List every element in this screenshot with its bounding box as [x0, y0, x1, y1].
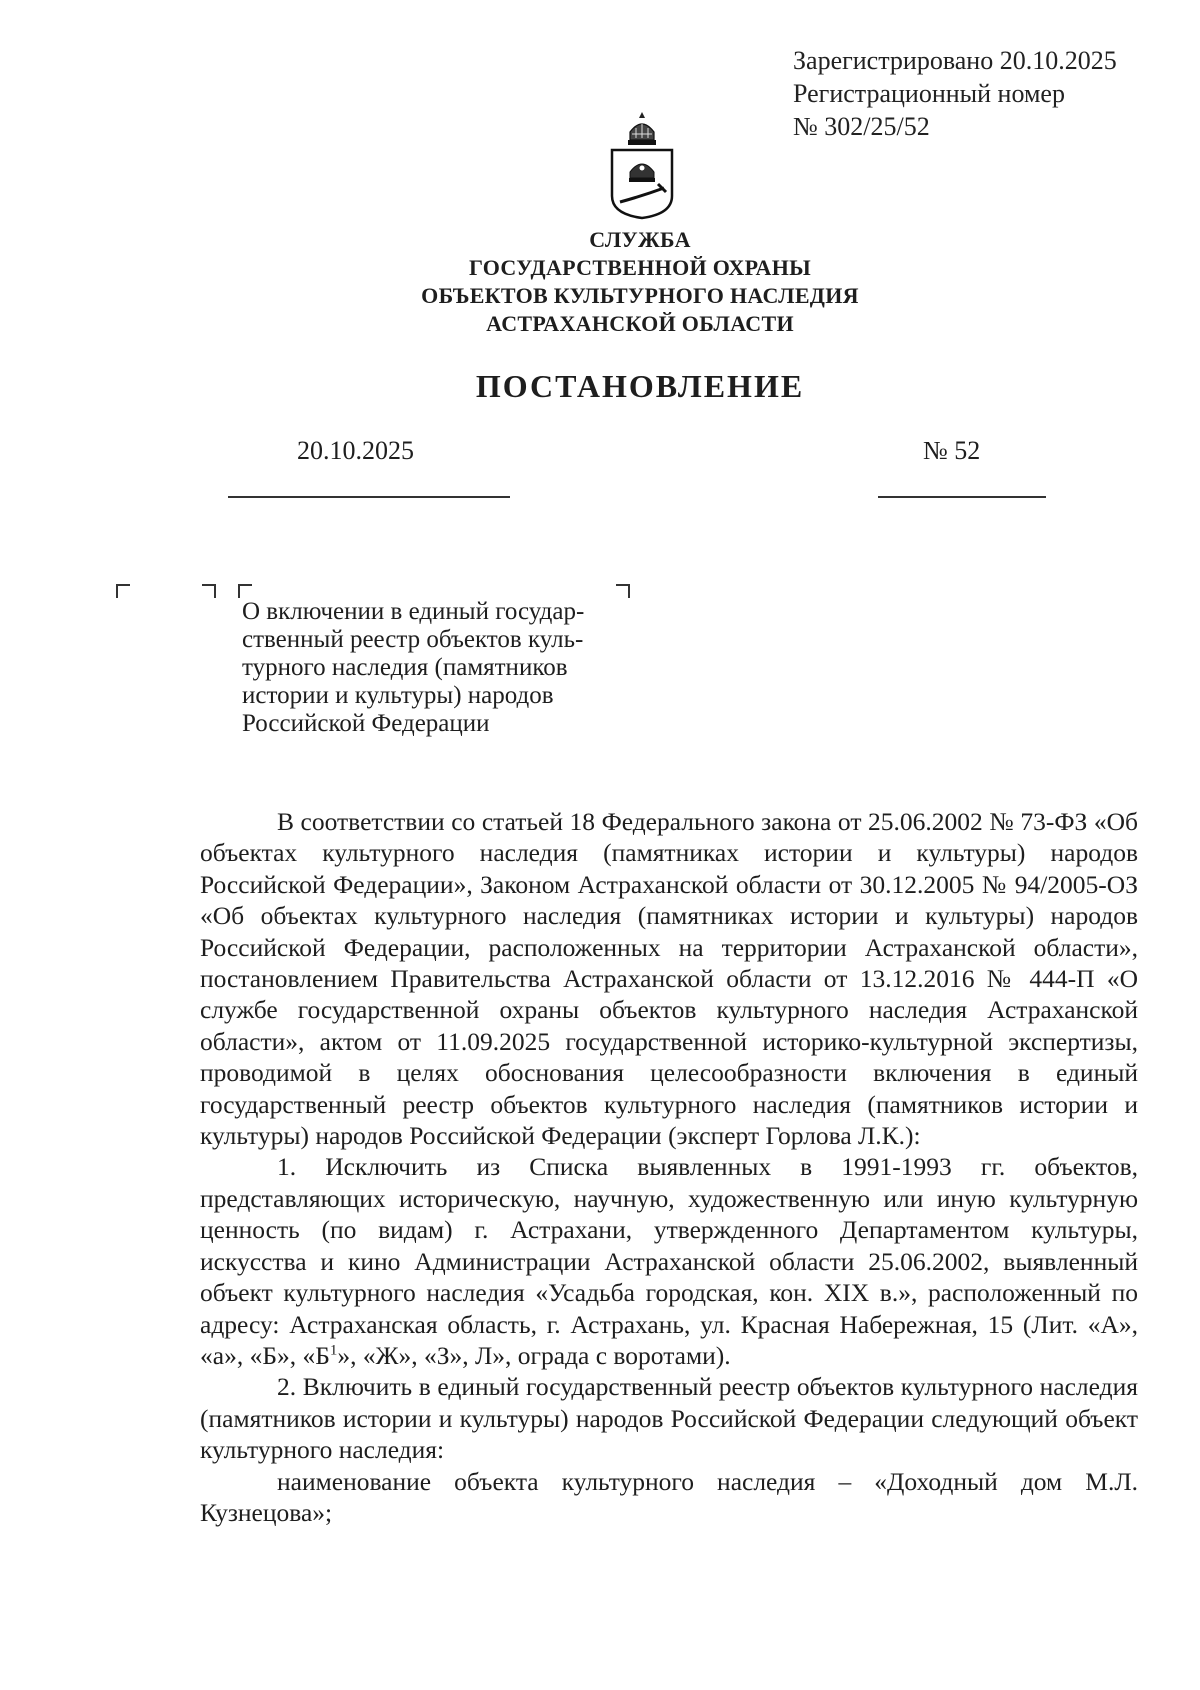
org-line-4: АСТРАХАНСКОЙ ОБЛАСТИ: [486, 311, 794, 336]
item-2-object-name: наименование объекта культурного наследия – «Доходный дом М.Л. Кузнецова»;: [200, 1466, 1138, 1527]
document-body: [200, 806, 1138, 1528]
subject-line-1: О включении в единый государ-: [242, 598, 585, 625]
subject-line-5: Российской Федерации: [242, 710, 490, 737]
item-1-text-end: », «Ж», «З», Л», ограда с воротами).: [337, 1340, 731, 1370]
org-line-1: СЛУЖБА: [589, 227, 691, 252]
corner-mark-left: [116, 584, 130, 598]
document-subject: [242, 598, 662, 738]
item-1-paragraph: [200, 1151, 1138, 1371]
corner-mark-mid-left: [238, 584, 252, 598]
document-date: 20.10.2025: [297, 436, 414, 465]
organization-name: [300, 226, 980, 338]
date-underline: [228, 496, 510, 498]
number-underline: [878, 496, 1046, 498]
document-number: № 52: [923, 436, 981, 465]
preamble-paragraph: В соответствии со статьей 18 Федерального закона от 25.06.2002 № 73-ФЗ «Об объектах культурного наследия (памятниках истории и культуры) народов Российской Федерации», Законом Астраханской области от 30.12.2005 № 94/2005-ОЗ «Об объектах культурного наследия (памятниках истории и культуры) народов Российской Федерации, расположенных на территории Астраханской области», постановлением Правительства Астраханской области от 13.12.2016 № 444-П «О службе государственной охраны объектов культурного наследия Астраханской области», актом от 11.09.2025 государственной историко-культурной экспертизы, проводимой в целях обоснования целесообразности включения в единый государственный реестр объектов культурного наследия (памятников истории и культуры) народов Российской Федерации (эксперт Горлова Л.К.):: [200, 807, 1138, 1151]
item-1-superscript: 1: [329, 1342, 338, 1359]
corner-mark-mid-right: [202, 584, 216, 598]
org-line-3: ОБЪЕКТОВ КУЛЬТУРНОГО НАСЛЕДИЯ: [421, 283, 859, 308]
registration-date: Зарегистрировано 20.10.2025: [793, 46, 1117, 75]
subject-line-4: истории и культуры) народов: [242, 682, 554, 709]
coat-of-arms-icon: [602, 110, 682, 222]
subject-line-3: турного наследия (памятников: [242, 654, 568, 681]
item-2-paragraph: 2. Включить в единый государственный реестр объектов культурного наследия (памятников истории и культуры) народов Российской Федерации следующий объект культурного наследия:: [200, 1372, 1138, 1465]
document-type-title: ПОСТАНОВЛЕНИЕ: [475, 368, 805, 404]
org-line-2: ГОСУДАРСТВЕННОЙ ОХРАНЫ: [468, 255, 812, 280]
registration-stamp: [793, 44, 1117, 143]
subject-line-2: ственный реестр объектов куль-: [242, 626, 584, 653]
item-1-text: 1. Исключить из Списка выявленных в 1991-1993 гг. объектов, представляющих историческую, научную, художественную или иную культурную ценность (по видам) г. Астрахани, утвержденного Департаментом культуры, искусства и кино Администрации Астраханской области 25.06.2002, выявленный объект культурного наследия «Усадьба городская, кон. XIX в.», расположенный по адресу: Астраханская область, г. Астрахань, ул. Красная Набережная, 15 (Лит. «А», «а», «Б», «Б: [200, 1152, 1138, 1370]
registration-label: Регистрационный номер: [793, 79, 1065, 108]
registration-number: № 302/25/52: [793, 112, 930, 141]
corner-mark-right: [616, 584, 630, 598]
